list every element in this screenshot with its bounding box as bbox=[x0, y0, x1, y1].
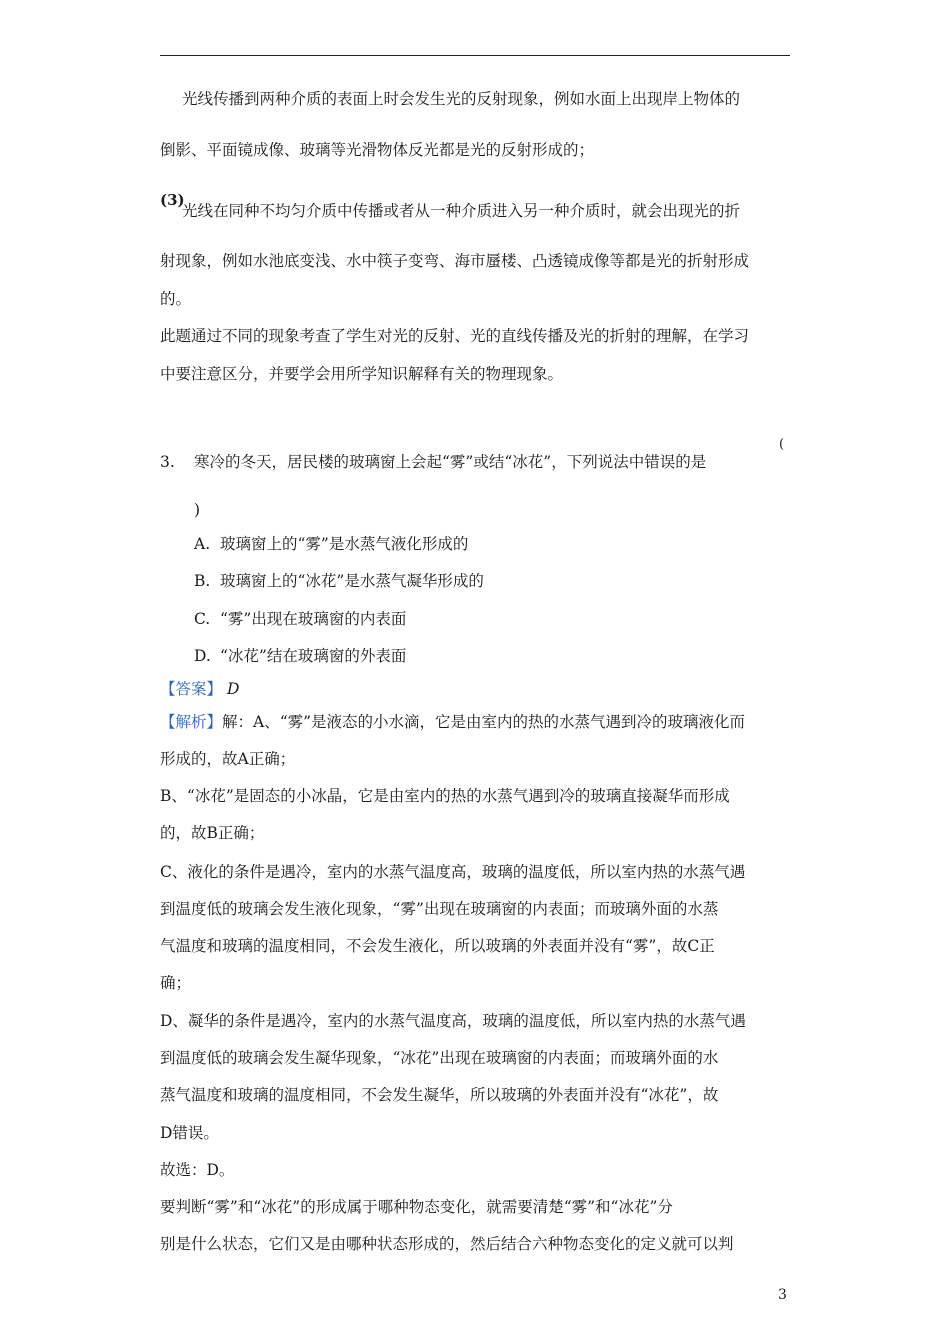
analysis-d3: 蒸气温度和玻璃的温度相同，不会发生凝华，所以玻璃的外表面并没有“冰花”，故 bbox=[160, 1086, 719, 1104]
question-stem: 寒冷的冬天，居民楼的玻璃窗上会起“雾”或结“冰花”，下列说法中错误的是 bbox=[194, 453, 707, 471]
p1-line2: 倒影、平面镜成像、玻璃等光滑物体反光都是光的反射形成的； bbox=[160, 141, 595, 159]
analysis-c1: C、液化的条件是遇冷，室内的水蒸气温度高，玻璃的温度低，所以室内热的水蒸气遇 bbox=[160, 863, 746, 881]
analysis-a2: 形成的，故A正确； bbox=[160, 750, 296, 768]
summary-line2: 中要注意区分，并要学会用所学知识解释有关的物理现象。 bbox=[160, 365, 564, 383]
p3-marker: (3) bbox=[160, 191, 185, 209]
analysis-c3: 气温度和玻璃的温度相同，不会发生液化，所以玻璃的外表面并没有“雾”，故C正 bbox=[160, 937, 715, 955]
question-open-paren: ( bbox=[779, 437, 785, 452]
answer-tag: 【答案】 bbox=[160, 680, 223, 698]
analysis-b2: 的，故B正确； bbox=[160, 824, 265, 842]
question-close-paren: ) bbox=[194, 501, 201, 519]
analysis-c4: 确； bbox=[160, 974, 192, 992]
analysis-d1: D、凝华的条件是遇冷，室内的水蒸气温度高，玻璃的温度低，所以室内热的水蒸气遇 bbox=[160, 1012, 746, 1030]
analysis-e2: 别是什么状态，它们又是由哪种状态形成的，然后结合六种物态变化的定义就可以判 bbox=[160, 1235, 734, 1253]
option-b-text: 玻璃窗上的“冰花”是水蒸气凝华形成的 bbox=[220, 572, 484, 590]
option-c-label: C. bbox=[194, 610, 211, 628]
question-number: 3. bbox=[160, 453, 175, 471]
analysis-tag: 【解析】 bbox=[160, 713, 223, 731]
analysis-b1: B、“冰花”是固态的小冰晶，它是由室内的热的水蒸气遇到冷的玻璃直接凝华而形成 bbox=[160, 787, 730, 805]
option-d-label: D. bbox=[194, 647, 211, 665]
summary-line1: 此题通过不同的现象考查了学生对光的反射、光的直线传播及光的折射的理解，在学习 bbox=[160, 327, 750, 345]
option-c-text: “雾”出现在玻璃窗的内表面 bbox=[220, 610, 407, 628]
analysis-c2: 到温度低的玻璃会发生液化现象，“雾”出现在玻璃窗的内表面；而玻璃外面的水蒸 bbox=[160, 900, 719, 918]
analysis-d2: 到温度低的玻璃会发生凝华现象，“冰花”出现在玻璃窗的内表面；而玻璃外面的水 bbox=[160, 1049, 719, 1067]
analysis-e1: 要判断“雾”和“冰花”的形成属于哪种物态变化，就需要清楚“雾”和“冰花”分 bbox=[160, 1198, 673, 1216]
option-d-text: “冰花”结在玻璃窗的外表面 bbox=[220, 647, 407, 665]
answer-value: D bbox=[227, 680, 240, 698]
option-a-label: A. bbox=[194, 535, 211, 553]
p1-line1: 光线传播到两种介质的表面上时会发生光的反射现象，例如水面上出现岸上物体的 bbox=[182, 90, 741, 108]
analysis-choice: 故选：D。 bbox=[160, 1161, 235, 1179]
analysis-d4: D错误。 bbox=[160, 1124, 219, 1142]
option-b-label: B. bbox=[194, 572, 211, 590]
p3-line3: 的。 bbox=[160, 290, 192, 308]
p3-line1: 光线在同种不均匀介质中传播或者从一种介质进入另一种介质时，就会出现光的折 bbox=[182, 202, 741, 220]
p3-line2: 射现象，例如水池底变浅、水中筷子变弯、海市蜃楼、凸透镜成像等都是光的折射形成 bbox=[160, 252, 750, 270]
header-rule bbox=[160, 55, 790, 56]
analysis-a1: 解：A、“雾”是液态的小水滴，它是由室内的热的水蒸气遇到冷的玻璃液化而 bbox=[222, 713, 746, 731]
option-a-text: 玻璃窗上的“雾”是水蒸气液化形成的 bbox=[220, 535, 469, 553]
page-number: 3 bbox=[778, 1287, 787, 1303]
